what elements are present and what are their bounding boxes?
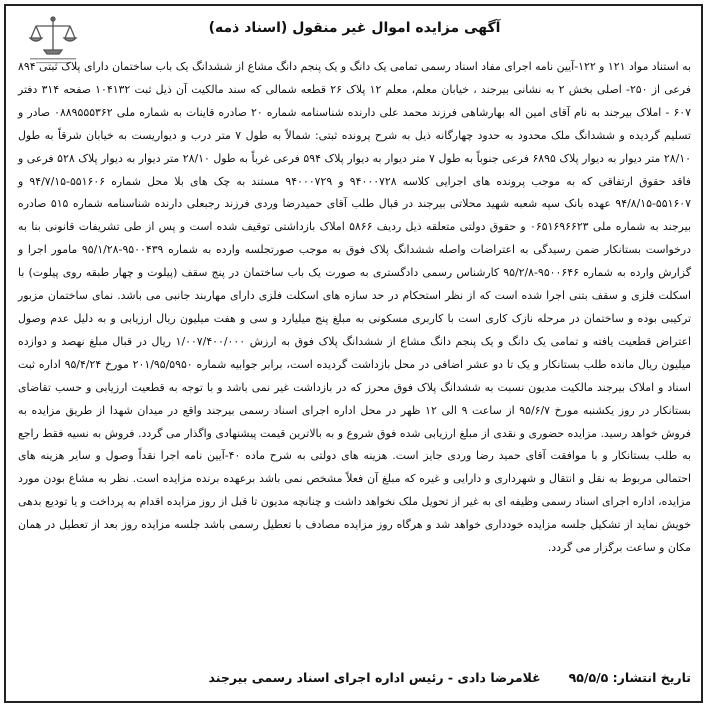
signature-line: غلامرضا دادی - رئیس اداره اجرای اسناد رسمی بیرجند xyxy=(208,670,541,685)
publish-date: تاریخ انتشار: ۹۵/۵/۵ xyxy=(568,670,691,685)
notice-body: به استناد مواد ۱۲۱ و ۱۲۲-آیین نامه اجرای مفاد اسناد رسمی تمامی یک دانگ و یک پنجم دانگ مشاع از ششدانگ یک باب ساختمان دارای پلاک ثبتی ۸۹۴ فرعی از ۲۵۰- اصلی بخش ۲ به نشانی بیرجند ، خیابان معلم، معلم ۱۲ پلاک ۲۶ قطعه شمالی که سند مالکیت آن ذیل ثبت ۱۰۴۱۳۲ صفحه ۳۱۴ دفتر ۶۰۷ - املاک بیرجند به نام آقای امین اله بهارشاهی فرزند محمد علی دارنده شناسنامه شماره ۲۰ صادره قاینات به شماره ملی ۰۸۸۹۵۵۵۳۶۲ صادر و تسلیم گردیده و ششدانگ ملک محدود به حدود چهارگانه ذیل به شرح پرونده ثبتی: شمالاً به طول ۷ متر درب و دیواریست به خیابان شرقاً به طول ۲۸/۱۰ متر دیوار به دیوار پلاک ۶۸۹۵ فرعی جنوباً به طول ۷ متر دیوار به دیوار پلاک ۵۹۴ فرعی غرباً به طول ۲۸/۱۰ متر دیوار به دیوار پلاک ۵۲۸ فرعی و فاقد حقوق ارتفاقی که به موجب پرونده های اجرایی کلاسه ۹۴۰۰۰۷۲۸ و ۹۴۰۰۰۷۲۹ مستند به چک های بلا محل شماره ۵۵۱۶۰۶-۹۴/۷/۱۵ و ۵۵۱۶۰۷-۹۴/۸/۱۵ عهده بانک سپه شعبه شهید محلاتی بیرجند در قبال طلب آقای حمیدرضا وردی فرزند رجبعلی دارنده شناسنامه شماره ۵۱۵ صادره بیرجند به شماره ملی ۰۶۵۱۶۹۶۶۲۳ و حقوق دولتی متعلقه ذیل ردیف ۵۸۶۶ املاک بازداشتی توقیف شده است و پس از طی تشریفات قانونی بنا به درخواست بستانکار ضمن رسیدگی به اعتراضات واصله ششدانگ پلاک فوق به موجب صورتجلسه وارده به شماره ۹۵۰۰۴۳۹-۹۵/۱/۲۸ مامور اجرا و گزارش وارده به شماره ۹۵۰۰۶۴۶-۹۵/۲/۸ کارشناس رسمی دادگستری به صورت یک باب ساختمان در پنج سقف (پیلوت و چهار طبقه روی پیلوت) با اسکلت فلزی و سقف بتنی اجرا شده است که از نظر استحکام در حد سازه های اسکلت فلزی دارای مهاربند جانبی می باشد. نمای ساختمان مزبور ترکیبی بوده و ساختمان در مرحله نازک کاری است با کاربری مسکونی به مبلغ پنج میلیارد و سی و هفت میلیون ریال ارزیابی و به دلیل عدم وصول اعتراض قطعیت یافته و تمامی یک دانگ و یک پنجم دانگ مشاع از ششدانگ پلاک فوق به ارزش ۱/۰۰۷/۴۰۰/۰۰۰ ریال در قبال مبلغ نهصد و دوازده میلیون ریال مانده طلب بستانکار و یک تا دو عشر اضافی در محل بازداشت گردیده است، برابر جوابیه شماره ۲۰۱/۹۵/۵۹۵۰ مورخ ۹۵/۴/۲۴ اداره ثبت اسناد و املاک بیرجند مالکیت مدیون نسبت به ششدانگ پلاک فوق محرز که در بازداشت غیر نمی باشد و با توجه به قطعیت ارزیابی و حسب تقاضای بستانکار در روز یکشنبه مورخ ۹۵/۶/۷ از ساعت ۹ الی ۱۲ ظهر در محل اداره اجرای اسناد رسمی بیرجند واقع در میدان شهدا از طریق مزایده به فروش خواهد رسید. مزایده حضوری و نقدی از مبلغ ارزیابی شده فوق شروع و به بالاترین قیمت پیشنهادی واگذار می گردد. فروش به نسیه فقط راجع به طلب بستانکار و با موافقت آقای حمید رضا وردی جایز است. هزینه های دولتی به شرح ماده ۴۰-آیین نامه اجرا نقداً وصول و سایر هزینه های احتمالی مربوط به نقل و انتقال و شهرداری و دارایی و غیره که مبلغ آن فعلاً مشخص نمی باشد برعهده برنده مزایده است. نظر به مشاع بودن مورد مزایده، اداره اجرای اسناد رسمی وظیفه ای به غیر از تحویل ملک نخواهد داشت و چنانچه مدیون تا قبل از روز مزایده اقدام به پرداخت و یا تودیع بدهی خویش نماید از تشکیل جلسه مزایده خودداری خواهد شد و هرگاه روز مزایده مصادف با تعطیل رسمی باشد جلسه مزایده روز بعد از تعطیل در همان مکان و ساعت برگزار می گردد. xyxy=(18,60,692,555)
notice-footer xyxy=(18,670,691,685)
notice-title: آگهی مزایده اموال غیر منقول (اسناد ذمه) xyxy=(208,20,501,36)
